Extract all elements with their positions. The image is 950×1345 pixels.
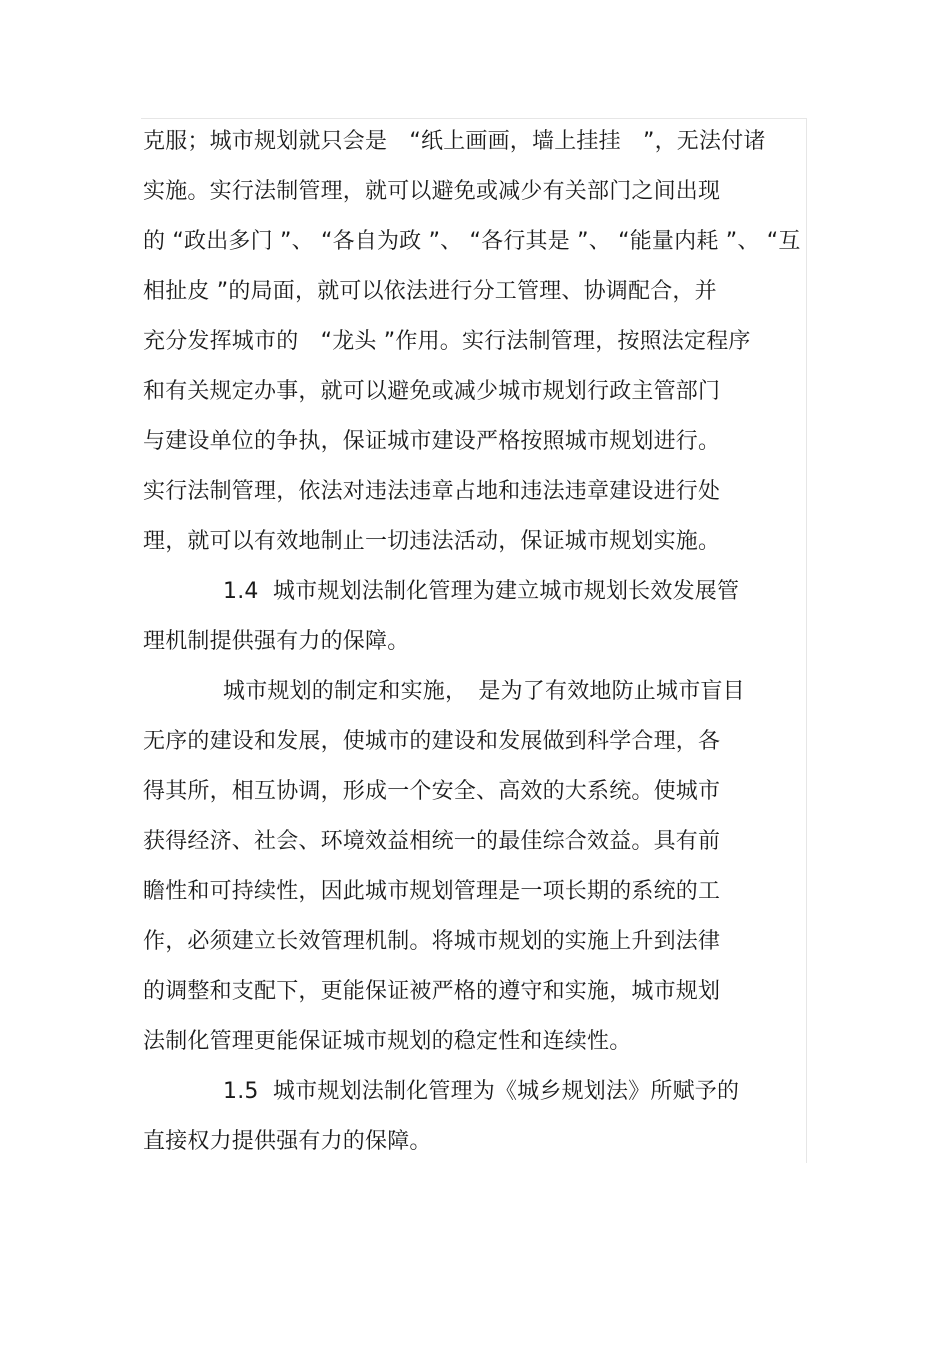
- text-line: 相扯皮 ”的局面，就可以依法进行分工管理、协调配合，并: [143, 279, 717, 304]
- text-line: 得其所，相互协调，形成一个安全、高效的大系统。使城市: [143, 779, 721, 804]
- text-line: 直接权力提供强有力的保障。: [143, 1129, 432, 1154]
- text-line: 实行法制管理，依法对违法违章占地和违法违章建设进行处: [143, 479, 721, 504]
- text-line: 克服；城市规划就只会是 “纸上画画，墙上挂挂 ”，无法付诸: [143, 129, 766, 154]
- text-line: 实施。实行法制管理，就可以避免或减少有关部门之间出现: [143, 179, 721, 204]
- text-line: 理，就可以有效地制止一切违法活动，保证城市规划实施。: [143, 529, 721, 554]
- text-line: 瞻性和可持续性，因此城市规划管理是一项长期的系统的工: [143, 879, 721, 904]
- text-line: 和有关规定办事，就可以避免或减少城市规划行政主管部门: [143, 379, 721, 404]
- text-line: 与建设单位的争执，保证城市建设严格按照城市规划进行。: [143, 429, 721, 454]
- text-line: 充分发挥城市的 “龙头 ”作用。实行法制管理，按照法定程序: [143, 329, 751, 354]
- text-line: 理机制提供强有力的保障。: [143, 629, 410, 654]
- text-line: 法制化管理更能保证城市规划的稳定性和连续性。: [143, 1029, 632, 1054]
- text-line: 的调整和支配下，更能保证被严格的遵守和实施，城市规划: [143, 979, 721, 1004]
- section-heading-1-5: 1.5 城市规划法制化管理为《城乡规划法》所赋予的: [223, 1079, 740, 1104]
- paragraph-start: 城市规划的制定和实施， 是为了有效地防止城市盲目: [223, 679, 745, 704]
- text-line: 作，必须建立长效管理机制。将城市规划的实施上升到法律: [143, 929, 721, 954]
- text-line: 的 “政出多门 ”、 “各自为政 ”、 “各行其是 ”、 “能量内耗 ”、 “互: [143, 229, 801, 254]
- text-line: 获得经济、社会、环境效益相统一的最佳综合效益。具有前: [143, 829, 721, 854]
- text-line: 无序的建设和发展，使城市的建设和发展做到科学合理，各: [143, 729, 721, 754]
- section-heading-1-4: 1.4 城市规划法制化管理为建立城市规划长效发展管: [223, 579, 740, 604]
